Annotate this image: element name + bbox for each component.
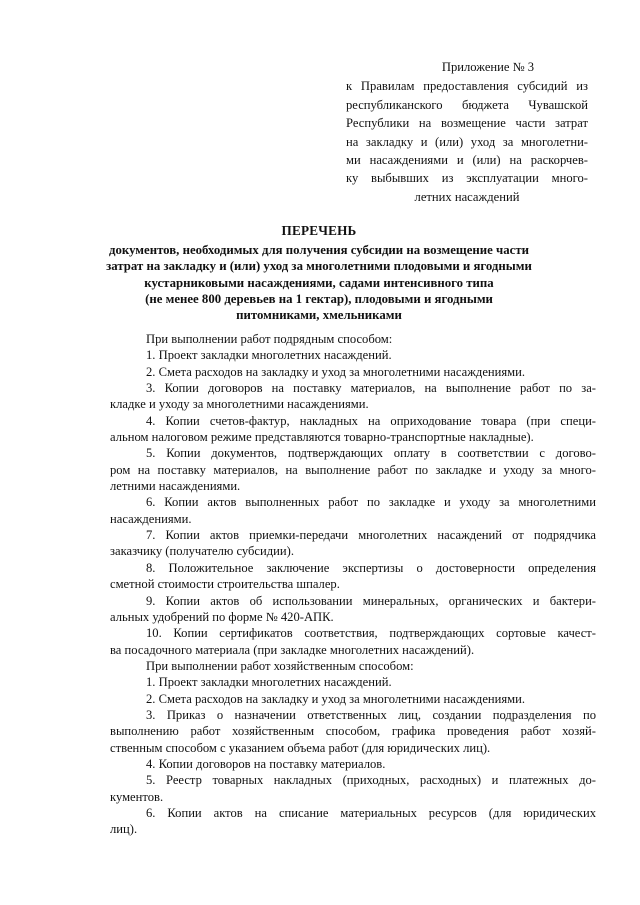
body-line: 1. Проект закладки многолетних насаждений.: [146, 348, 392, 363]
appendix-line: ку выбывших из эксплуатации много-: [346, 171, 588, 186]
appendix-line: на закладку и (или) уход за многолетни-: [346, 134, 588, 149]
body-line: 5. Реестр товарных накладных (приходных, расходных) и платежных до-: [146, 773, 596, 788]
body-line: 10. Копии сертификатов соответствия, подтверждающих сортовые качест-: [146, 626, 596, 641]
appendix-line: к Правилам предоставления субсидий из: [346, 79, 588, 94]
body-line: ром на поставку материалов, на выполнение работ по закладке и уходу за много-: [110, 462, 596, 477]
body-line: альном налоговом режиме представляются товарно-транспортные накладные).: [110, 430, 534, 445]
body-line: ственным способом с указанием объема работ (для юридических лиц).: [110, 740, 491, 755]
body-line: 8. Положительное заключение экспертизы о достоверности определения: [146, 560, 596, 575]
body-line: кументов.: [110, 789, 164, 804]
body-line: 5. Копии документов, подтверждающих оплату в соответствии с догово-: [146, 446, 596, 461]
appendix-title: Приложение № 3: [441, 60, 535, 74]
title-subline: затрат на закладку и (или) уход за многолетними плодовыми и ягодными: [106, 259, 532, 274]
body-line: ва посадочного материала (при закладке многолетних насаждений).: [110, 642, 475, 657]
body-line: выполнению работ хозяйственным способом, графика проведения работ хозяй-: [110, 724, 596, 739]
body-line: 3. Приказ о назначении ответственных лиц, создании подразделения по: [146, 707, 596, 722]
title-subline: документов, необходимых для получения субсидии на возмещение части: [109, 243, 529, 258]
body-line: насаждениями.: [110, 511, 192, 526]
body-line: 6. Копии актов на списание материальных ресурсов (для юридических: [146, 805, 596, 820]
title-subline: питомниками, хмельниками: [236, 308, 402, 323]
document-title-block: [80, 223, 558, 323]
body-line: 7. Копии актов приемки-передачи многолетних насаждений от подрядчика: [146, 528, 596, 543]
body-line: 6. Копии актов выполненных работ по закладке и уходу за многолетними: [146, 495, 596, 510]
appendix-line: летних насаждений: [414, 189, 520, 204]
appendix-line: ми насаждениями и (или) на раскорчев-: [346, 153, 588, 168]
body-line: При выполнении работ подрядным способом:: [146, 332, 393, 346]
body-line: кладке и уходу за многолетними насаждениями.: [110, 397, 369, 412]
body-line: летними насаждениями.: [110, 479, 241, 494]
document-body: [110, 331, 596, 838]
body-line: При выполнении работ хозяйственным способом:: [146, 658, 414, 673]
body-line: 4. Копии договоров на поставку материалов.: [146, 756, 386, 771]
title-subline: кустарниковыми насаждениями, садами интенсивного типа: [144, 275, 494, 290]
title-subline: (не менее 800 деревьев на 1 гектар), плодовыми и ягодными: [145, 291, 493, 306]
appendix-header: [346, 58, 588, 206]
body-line: сметной стоимости строительства шпалер.: [110, 577, 340, 592]
body-line: лиц).: [110, 822, 138, 837]
body-line: 4. Копии счетов-фактур, накладных на оприходование товара (при специ-: [146, 413, 596, 428]
body-line: 2. Смета расходов на закладку и уход за многолетними насаждениями.: [146, 691, 526, 706]
body-line: альных удобрений по форме № 420-АПК.: [110, 609, 334, 624]
document-title: ПЕРЕЧЕНЬ: [281, 223, 357, 238]
body-line: 3. Копии договоров на поставку материалов, на выполнение работ по за-: [146, 381, 596, 396]
body-line: 1. Проект закладки многолетних насаждений.: [146, 675, 392, 690]
appendix-line: республиканского бюджета Чувашской: [346, 97, 588, 112]
body-line: 9. Копии актов об использовании минеральных, органических и бактери-: [146, 593, 596, 608]
appendix-line: Республики на возмещение части затрат: [346, 116, 588, 131]
body-line: заказчику (получателю субсидии).: [110, 544, 294, 559]
body-line: 2. Смета расходов на закладку и уход за многолетними насаждениями.: [146, 364, 526, 379]
